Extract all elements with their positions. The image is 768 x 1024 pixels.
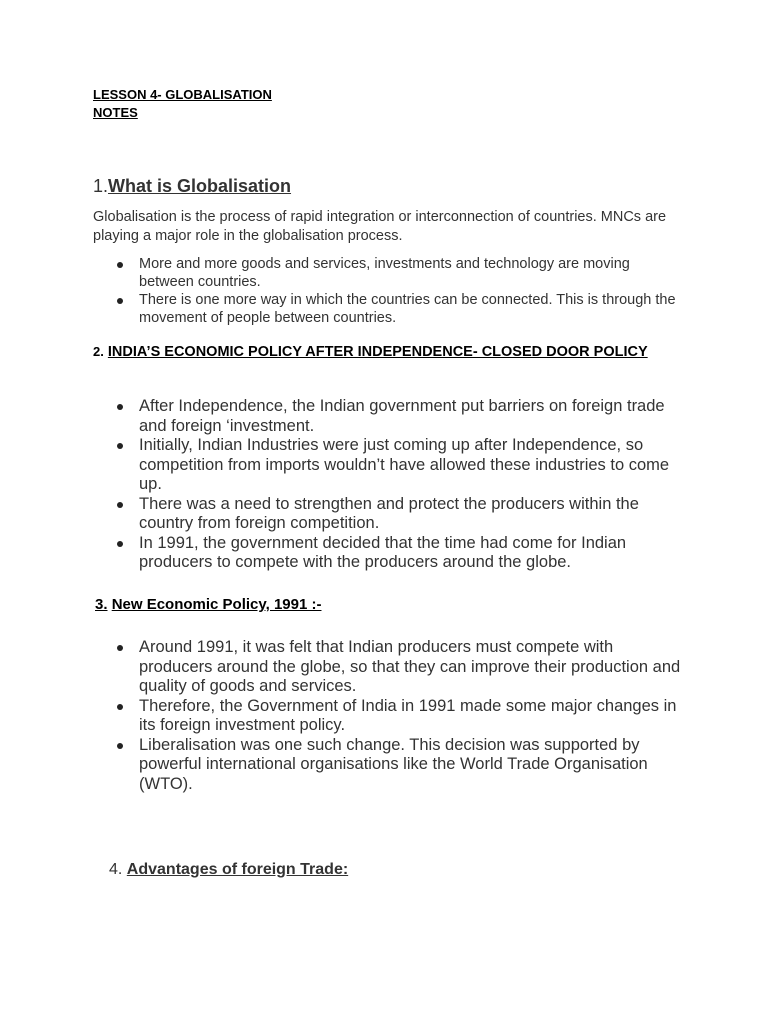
section-4-number: 4. (109, 861, 123, 878)
lesson-title: LESSON 4- GLOBALISATION (93, 87, 272, 102)
section-4-heading (109, 860, 348, 880)
list-item: Therefore, the Government of India in 1991 made some major changes in its foreign investment policy. (93, 697, 683, 736)
section-1-list (93, 255, 683, 327)
notes-label: NOTES (93, 105, 138, 120)
section-2-list (93, 397, 683, 573)
section-2-title: INDIA’S ECONOMIC POLICY AFTER INDEPENDENCE- CLOSED DOOR POLICY (107, 344, 648, 360)
section-3-number: 3. (95, 596, 108, 613)
section-4-title: Advantages of foreign Trade: (126, 861, 349, 878)
list-item: In 1991, the government decided that the time had come for Indian producers to compete with the producers around the globe. (93, 534, 683, 573)
list-item: More and more goods and services, investments and technology are moving between countries. (93, 255, 683, 291)
list-item: There was a need to strengthen and protect the producers within the country from foreign competition. (93, 495, 683, 534)
section-1-number: 1. (93, 176, 109, 196)
section-3-heading (95, 595, 321, 615)
section-2-number: 2. (93, 344, 104, 359)
list-item: Liberalisation was one such change. This decision was supported by powerful international organisations like the World Trade Organisation (WTO). (93, 736, 683, 795)
section-1-heading (93, 175, 291, 197)
list-item: There is one more way in which the countries can be connected. This is through the movement of people between countries. (93, 291, 683, 327)
list-item: After Independence, the Indian government put barriers on foreign trade and foreign ‘investment. (93, 397, 683, 436)
section-2-heading (93, 342, 683, 362)
section-1-intro: Globalisation is the process of rapid integration or interconnection of countries. MNCs are playing a major role in the globalisation process. (93, 209, 667, 244)
section-1-title: What is Globalisation (108, 176, 292, 196)
list-item: Around 1991, it was felt that Indian producers must compete with producers around the globe, so that they can improve their production and quality of goods and services. (93, 638, 683, 697)
section-3-title: New Economic Policy, 1991 :- (111, 596, 322, 613)
list-item: Initially, Indian Industries were just coming up after Independence, so competition from imports wouldn’t have allowed these industries to come up. (93, 436, 683, 495)
section-3-list (93, 638, 683, 794)
document-page (93, 86, 683, 878)
